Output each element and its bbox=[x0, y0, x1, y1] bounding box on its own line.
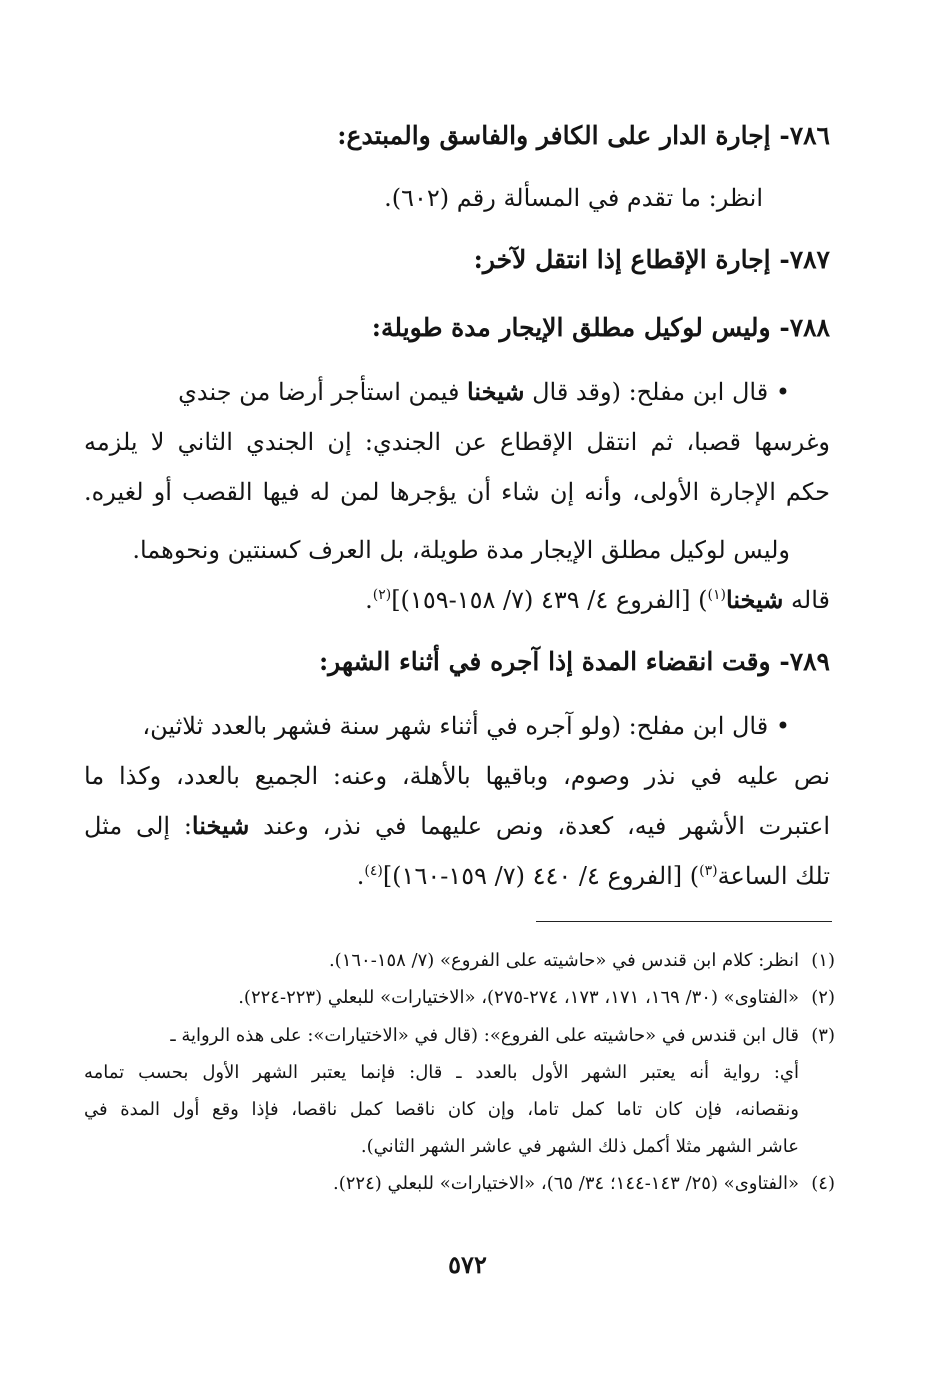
shaykh-term: شيخنا bbox=[191, 811, 250, 840]
footnote-4 bbox=[84, 1168, 835, 1200]
section-788-title: ٧٨٨- وليس لوكيل مطلق الإيجار مدة طويلة: bbox=[371, 313, 830, 342]
footnote-ref-2[interactable]: (٢) bbox=[372, 587, 392, 603]
footnote-ref-4[interactable]: (٤) bbox=[364, 863, 383, 879]
section-788-para1-line1 bbox=[84, 372, 790, 412]
section-788-para1-line2: وغرسها قصبا، ثم انتقل الإقطاع عن الجندي: إن الجندي الثاني لا يلزمه bbox=[84, 428, 830, 456]
section-787-title: ٧٨٧- إجارة الإقطاع إذا انتقل لآخر: bbox=[473, 245, 830, 274]
section-789-line1: • قال ابن مفلح: (ولو آجره في أثناء شهر سنة فشهر بالعدد ثلاثين، bbox=[142, 712, 790, 740]
footnote-text: انظر: كلام ابن قندس في «حاشيته على الفروع» (٧/ ١٥٨-١٦٠). bbox=[328, 950, 799, 971]
footnote-3-line3: ونقصانه، فإن كان تاما كمل تاما، وإن كان ناقصا كمل ناقصا، فإذا وقع أول المدة في bbox=[84, 1099, 799, 1120]
footnote-number: (٤) bbox=[811, 1173, 835, 1194]
footnote-3-line1 bbox=[84, 1020, 835, 1052]
page-number: ٥٧٢ bbox=[448, 1250, 487, 1279]
shaykh-term: شيخنا bbox=[726, 585, 784, 614]
section-789-line3 bbox=[84, 806, 830, 846]
section-789-line2: نص عليه في نذر وصوم، وباقيها بالأهلة، وعنه: الجميع بالعدد، وكذا ما bbox=[84, 762, 830, 790]
section-788-para2-line1: وليس لوكيل مطلق الإيجار مدة طويلة، بل العرف كسنتين ونحوهما. bbox=[132, 536, 790, 564]
text-run: : إلى مثل bbox=[84, 812, 192, 840]
section-789-line4 bbox=[84, 856, 830, 896]
footnote-text: قال ابن قندس في «حاشيته على الفروع»: (قال في «الاختيارات»: على هذه الرواية ـ bbox=[170, 1025, 799, 1046]
section-788-para2-line2 bbox=[84, 580, 830, 620]
shaykh-term: شيخنا bbox=[467, 377, 525, 406]
section-786-title: ٧٨٦- إجارة الدار على الكافر والفاسق والمبتدع: bbox=[337, 121, 830, 150]
text-run: . bbox=[365, 586, 373, 614]
footnote-ref-1[interactable]: (١) bbox=[707, 587, 726, 603]
footnote-separator bbox=[536, 921, 832, 922]
text-run: ) [الفروع ٤/ ٤٤٠ (٧/ ١٥٩-١٦٠)] bbox=[382, 862, 700, 890]
section-789-title: ٧٨٩- وقت انقضاء المدة إذا آجره في أثناء الشهر: bbox=[318, 647, 830, 676]
text-run: تلك الساعة bbox=[717, 862, 830, 890]
footnote-ref-3[interactable]: (٣) bbox=[699, 863, 718, 879]
text-run: قاله bbox=[783, 586, 830, 614]
text-run: . bbox=[356, 862, 365, 890]
footnote-number: (٣) bbox=[811, 1025, 835, 1046]
section-786-note: انظر: ما تقدم في المسألة رقم (٦٠٢). bbox=[384, 184, 763, 212]
footnote-text: «الفتاوى» (٣٠/ ١٦٩، ١٧١، ١٧٣، ٢٧٤-٢٧٥)، «الاختيارات» للبعلي (٢٢٣-٢٢٤). bbox=[238, 987, 799, 1008]
footnote-2 bbox=[84, 982, 835, 1014]
footnote-text: «الفتاوى» (٢٥/ ١٤٣-١٤٤؛ ٣٤/ ٦٥)، «الاختيارات» للبعلي (٢٢٤). bbox=[333, 1173, 799, 1194]
footnote-3-line2: أي: رواية أنه يعتبر الشهر الأول بالعدد ـ قال: فإنما يعتبر الشهر الأول بحسب تمامه bbox=[84, 1062, 799, 1083]
text-run: ) [الفروع ٤/ ٤٣٩ (٧/ ١٥٨-١٥٩)] bbox=[391, 586, 708, 614]
text-run: فيمن استأجر أرضا من جندي bbox=[178, 378, 468, 406]
footnote-number: (١) bbox=[811, 950, 835, 971]
footnote-3-line4: عاشر الشهر مثلا أكمل ذلك الشهر في عاشر الشهر الثاني). bbox=[360, 1136, 799, 1157]
section-788-para1-line3: حكم الإجارة الأولى، وأنه إن شاء أن يؤجرها لمن له فيها القصب أو لغيره. bbox=[84, 478, 830, 506]
text-run: • قال ابن مفلح: (وقد قال bbox=[524, 378, 790, 406]
text-run: اعتبرت الأشهر فيه، كعدة، ونص عليهما في نذر، وعند bbox=[249, 812, 830, 840]
footnote-number: (٢) bbox=[811, 987, 835, 1008]
footnote-1 bbox=[84, 945, 835, 977]
